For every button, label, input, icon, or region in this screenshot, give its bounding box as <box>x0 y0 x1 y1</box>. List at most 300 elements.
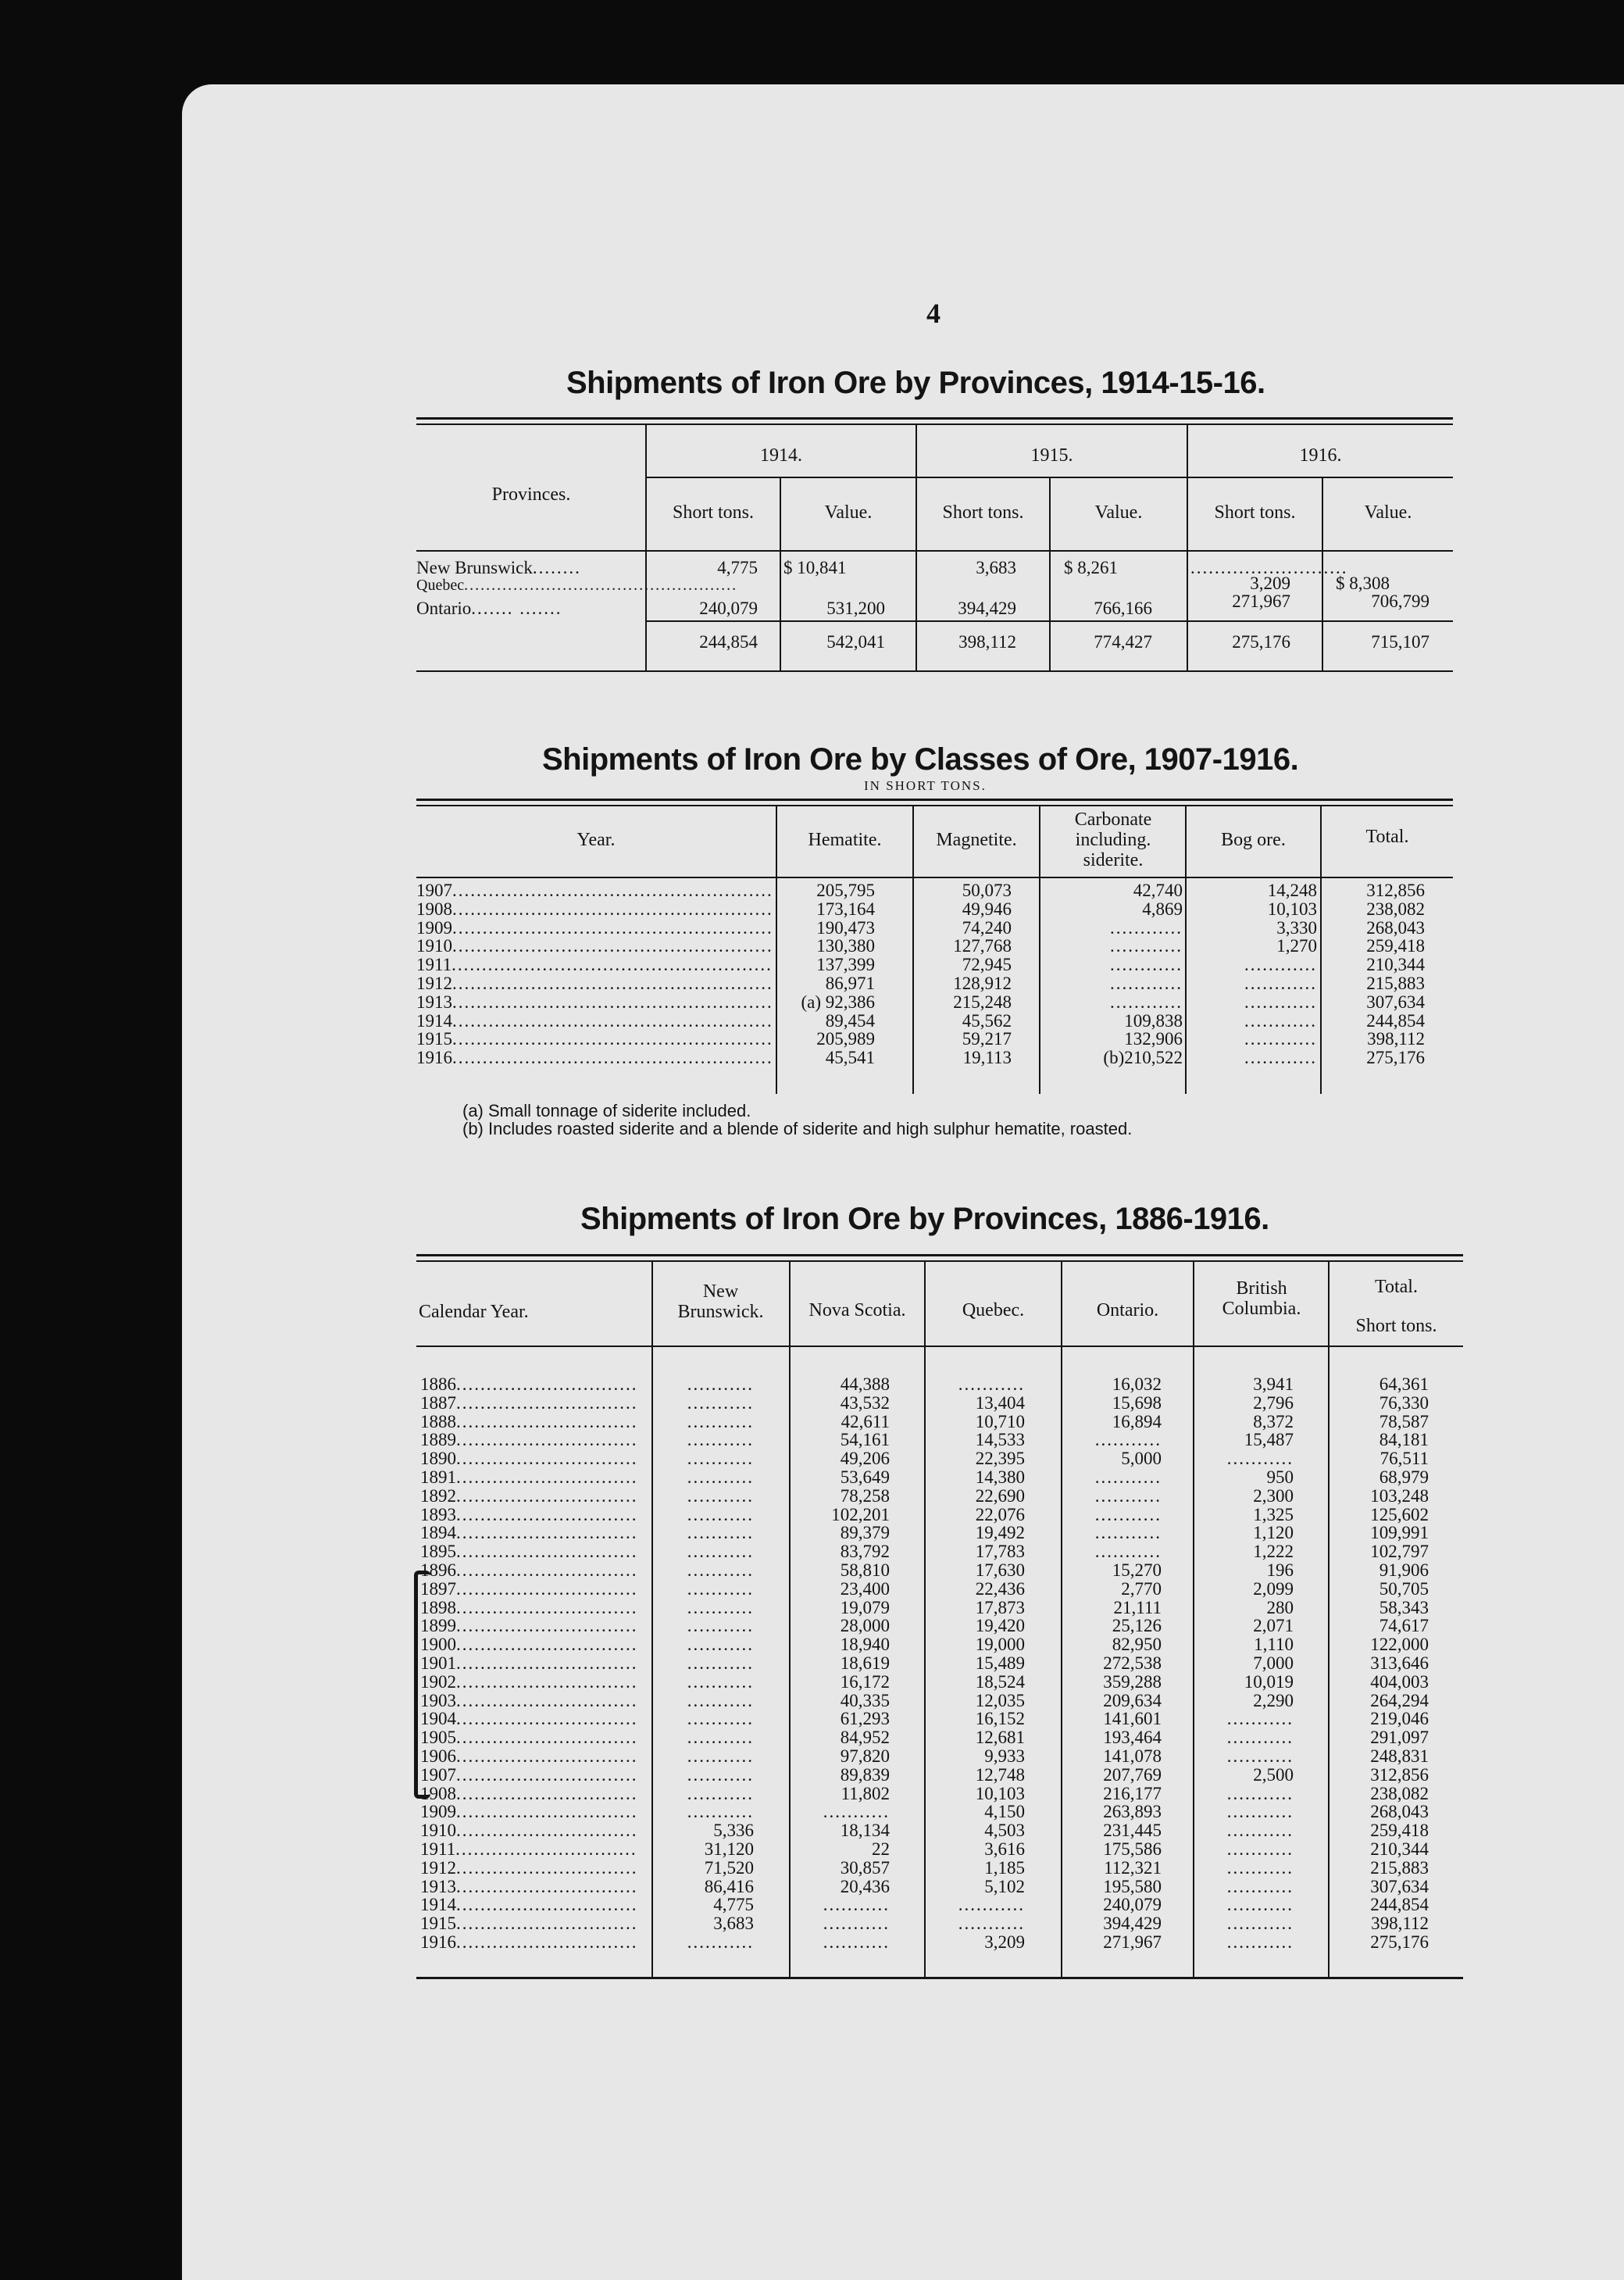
british-columbia-value: 2,500 <box>1253 1765 1294 1785</box>
hematite-value: 86,971 <box>825 974 875 993</box>
cell: 531,200 <box>826 599 885 618</box>
nova-scotia-value: 53,649 <box>840 1467 890 1487</box>
total-value: 103,248 <box>1370 1486 1429 1506</box>
cell: $ 10,841 <box>783 558 847 577</box>
british-columbia-value: 2,796 <box>1253 1393 1294 1413</box>
nova-scotia-value: 18,940 <box>840 1635 890 1654</box>
total-value: 125,602 <box>1370 1505 1429 1524</box>
british-columbia-value: 1,120 <box>1253 1524 1294 1543</box>
total-value: 84,181 <box>1379 1431 1429 1450</box>
hematite-value: 205,795 <box>816 881 875 900</box>
nova-scotia-value: 18,134 <box>840 1821 890 1840</box>
rule <box>416 423 1453 425</box>
new-brunswick-value: ........... <box>687 1746 754 1766</box>
british-columbia-value: ........... <box>1226 1728 1294 1747</box>
quebec-value: ........... <box>958 1375 1025 1394</box>
header-quebec: Quebec. <box>962 1300 1025 1320</box>
nova-scotia-value: 89,839 <box>840 1765 890 1785</box>
total-value: 210,344 <box>1366 956 1425 974</box>
year-label: 1889.............................. <box>420 1431 638 1450</box>
year-label: 1900.............................. <box>420 1635 638 1654</box>
total-cell: 398,112 <box>958 632 1016 652</box>
province-label: New Brunswick........ <box>416 558 581 577</box>
british-columbia-value: ........... <box>1226 1932 1294 1952</box>
header-total: Total. <box>1365 827 1409 847</box>
nova-scotia-value: 20,436 <box>840 1877 890 1896</box>
ontario-value: ........... <box>1094 1524 1162 1543</box>
nova-scotia-value: 22 <box>872 1839 890 1859</box>
british-columbia-value: 1,325 <box>1253 1505 1294 1524</box>
british-columbia-value: ........... <box>1226 1896 1294 1915</box>
ontario-value: 394,429 <box>1103 1914 1162 1933</box>
year-label: 1896.............................. <box>420 1560 638 1580</box>
total-value: 68,979 <box>1379 1467 1429 1487</box>
col-divider <box>1328 1262 1330 1977</box>
quebec-value: 19,492 <box>975 1524 1025 1543</box>
new-brunswick-value: ........... <box>687 1542 754 1561</box>
new-brunswick-value: ........... <box>687 1765 754 1785</box>
hematite-value: 89,454 <box>825 1011 875 1031</box>
british-columbia-value: 10,019 <box>1244 1672 1294 1692</box>
total-value: 307,634 <box>1370 1877 1429 1896</box>
year-label: 1899.............................. <box>420 1617 638 1636</box>
header-value: Value. <box>1094 502 1143 523</box>
ontario-value: 82,950 <box>1112 1635 1162 1654</box>
quebec-value: 12,748 <box>975 1765 1025 1785</box>
quebec-value: 19,000 <box>975 1635 1025 1654</box>
year-column <box>416 881 776 1067</box>
total-value: 244,854 <box>1370 1896 1429 1915</box>
magnetite-column <box>914 881 1012 1067</box>
british-columbia-value: 1,222 <box>1253 1542 1294 1561</box>
hematite-value: 130,380 <box>816 937 875 956</box>
year-label: 1893.............................. <box>420 1505 638 1524</box>
rule <box>416 805 1453 806</box>
new-brunswick-value: ........... <box>687 1579 754 1599</box>
new-brunswick-value: ........... <box>687 1467 754 1487</box>
cell: $ 8,261 <box>1064 558 1118 577</box>
total-cell: 275,176 <box>1232 632 1290 652</box>
quebec-value: 13,404 <box>975 1393 1025 1413</box>
ontario-value: 141,078 <box>1103 1746 1162 1766</box>
nova-scotia-value: 58,810 <box>840 1560 890 1580</box>
year-label: 1907..................................................... <box>416 881 773 900</box>
total-value: 313,646 <box>1370 1653 1429 1673</box>
nova-scotia-value: 23,400 <box>840 1579 890 1599</box>
total-cell: 244,854 <box>699 632 758 652</box>
rule <box>416 1345 1463 1347</box>
ontario-value: 5,000 <box>1121 1449 1162 1468</box>
bog-ore-value: ............ <box>1244 974 1317 993</box>
quebec-value: 4,503 <box>984 1821 1025 1840</box>
magnetite-value: 59,217 <box>962 1030 1012 1049</box>
total-value: 219,046 <box>1370 1710 1429 1729</box>
quebec-value: 16,152 <box>975 1710 1025 1729</box>
total-value: 58,343 <box>1379 1598 1429 1617</box>
nova-scotia-value: 83,792 <box>840 1542 890 1561</box>
year-label: 1910..................................................... <box>416 937 773 956</box>
quebec-value: 14,533 <box>975 1431 1025 1450</box>
new-brunswick-value: 71,520 <box>704 1858 754 1878</box>
year-label: 1901.............................. <box>420 1653 638 1673</box>
hematite-value: 173,164 <box>816 899 875 919</box>
bog-ore-value: ............ <box>1244 992 1317 1012</box>
bog-ore-value: 1,270 <box>1276 937 1317 956</box>
quebec-value: 12,035 <box>975 1691 1025 1710</box>
total-value: 398,112 <box>1371 1914 1429 1933</box>
carbonate-value: ............ <box>1110 937 1183 956</box>
ontario-value: 216,177 <box>1103 1784 1162 1803</box>
year-label: 1905.............................. <box>420 1728 638 1747</box>
header-total: Total. <box>1375 1277 1418 1297</box>
year-label: 1894.............................. <box>420 1524 638 1543</box>
cell: 766,166 <box>1094 599 1152 618</box>
new-brunswick-column <box>656 1375 754 1952</box>
year-label: 1907.............................. <box>420 1765 638 1785</box>
year-label: 1887.............................. <box>420 1393 638 1413</box>
new-brunswick-value: ........... <box>687 1486 754 1506</box>
total-value: 215,883 <box>1366 974 1425 993</box>
nova-scotia-value: 42,611 <box>841 1412 890 1431</box>
total-value: 102,797 <box>1370 1542 1429 1561</box>
total-value: 78,587 <box>1379 1412 1429 1431</box>
carbonate-column <box>1042 881 1183 1067</box>
total-cell: 774,427 <box>1094 632 1152 652</box>
header-carbonate: Carbonate including. siderite. <box>1074 809 1152 870</box>
col-divider <box>651 1262 653 1977</box>
total-value: 275,176 <box>1370 1932 1429 1952</box>
british-columbia-value: 15,487 <box>1244 1431 1294 1450</box>
hematite-value: 137,399 <box>816 956 875 974</box>
year-label: 1914.............................. <box>420 1896 638 1915</box>
total-value: 268,043 <box>1370 1803 1429 1822</box>
ontario-value: 175,586 <box>1103 1839 1162 1859</box>
total-column <box>1331 1375 1429 1952</box>
nova-scotia-value: 102,201 <box>831 1505 890 1524</box>
year-label: 1902.............................. <box>420 1672 638 1692</box>
total-value: 238,082 <box>1370 1784 1429 1803</box>
new-brunswick-value: ........... <box>687 1505 754 1524</box>
new-brunswick-value: ........... <box>687 1932 754 1952</box>
total-value: 307,634 <box>1366 992 1425 1012</box>
new-brunswick-value: ........... <box>687 1560 754 1580</box>
british-columbia-value: ........... <box>1226 1821 1294 1840</box>
quebec-value: 17,873 <box>975 1598 1025 1617</box>
nova-scotia-value: 49,206 <box>840 1449 890 1468</box>
cell: 240,079 <box>699 599 758 618</box>
ontario-value: 21,111 <box>1113 1598 1162 1617</box>
year-label: 1908..................................................... <box>416 899 773 919</box>
rule <box>647 477 1453 478</box>
nova-scotia-value: 30,857 <box>840 1858 890 1878</box>
ontario-value: 207,769 <box>1103 1765 1162 1785</box>
total-value: 259,418 <box>1370 1821 1429 1840</box>
header-hematite: Hematite. <box>808 830 882 850</box>
magnetite-value: 45,562 <box>962 1011 1012 1031</box>
total-value: 122,000 <box>1370 1635 1429 1654</box>
total-value: 264,294 <box>1370 1691 1429 1710</box>
new-brunswick-value: ........... <box>687 1728 754 1747</box>
hematite-value: 205,989 <box>816 1030 875 1049</box>
province-label: Ontario....... ....... <box>416 599 562 618</box>
total-cell: 542,041 <box>826 632 885 652</box>
carbonate-value: 42,740 <box>1133 881 1183 900</box>
header-british-columbia: British Columbia. <box>1222 1278 1301 1319</box>
british-columbia-value: 2,300 <box>1253 1486 1294 1506</box>
total-value: 398,112 <box>1367 1030 1425 1049</box>
footnote-a: (a) Small tonnage of siderite included. <box>462 1101 751 1120</box>
ontario-value: 272,538 <box>1103 1653 1162 1673</box>
header-value: Value. <box>1364 502 1412 523</box>
year-label: 1897.............................. <box>420 1579 638 1599</box>
quebec-value: 22,436 <box>975 1579 1025 1599</box>
quebec-value: 15,489 <box>975 1653 1025 1673</box>
cell: 271,967 <box>1232 591 1290 611</box>
british-columbia-value: ........... <box>1226 1914 1294 1933</box>
rule <box>416 670 1453 672</box>
ontario-value: 25,126 <box>1112 1617 1162 1636</box>
ontario-value: ........... <box>1094 1542 1162 1561</box>
british-columbia-value: 196 <box>1266 1560 1294 1580</box>
year-label: 1915.............................. <box>420 1914 638 1933</box>
ontario-value: 209,634 <box>1103 1691 1162 1710</box>
british-columbia-value: ........... <box>1226 1858 1294 1878</box>
ontario-value: ........... <box>1094 1505 1162 1524</box>
nova-scotia-value: 84,952 <box>840 1728 890 1747</box>
new-brunswick-value: ........... <box>687 1635 754 1654</box>
total-value: 312,856 <box>1370 1765 1429 1785</box>
ontario-value: ........... <box>1094 1431 1162 1450</box>
nova-scotia-value: 78,258 <box>840 1486 890 1506</box>
header-year-1916: 1916. <box>1299 445 1342 466</box>
header-calendar-year: Calendar Year. <box>419 1302 529 1322</box>
ontario-value: 112,321 <box>1104 1858 1162 1878</box>
ontario-value: ........... <box>1094 1486 1162 1506</box>
hematite-value: 45,541 <box>825 1049 875 1067</box>
year-label: 1915..................................................... <box>416 1030 773 1049</box>
british-columbia-value: 2,290 <box>1253 1691 1294 1710</box>
header-year-1914: 1914. <box>760 445 802 466</box>
magnetite-value: 127,768 <box>953 937 1012 956</box>
total-value: 109,991 <box>1370 1524 1429 1543</box>
year-label: 1906.............................. <box>420 1746 638 1766</box>
carbonate-value: 132,906 <box>1124 1030 1183 1049</box>
total-value: 64,361 <box>1379 1375 1429 1394</box>
british-columbia-value: ........... <box>1226 1839 1294 1859</box>
year-label: 1909.............................. <box>420 1803 638 1822</box>
ontario-value: 16,032 <box>1112 1375 1162 1394</box>
year-label: 1903.............................. <box>420 1691 638 1710</box>
col-divider <box>924 1262 926 1977</box>
cell: 3,209 <box>1250 574 1290 593</box>
british-columbia-value: ........... <box>1226 1877 1294 1896</box>
total-value: 74,617 <box>1379 1617 1429 1636</box>
new-brunswick-value: 86,416 <box>704 1877 754 1896</box>
new-brunswick-value: ........... <box>687 1431 754 1450</box>
col-divider <box>1320 806 1322 1094</box>
total-value: 210,344 <box>1370 1839 1429 1859</box>
total-value: 248,831 <box>1370 1746 1429 1766</box>
rule <box>416 799 1453 801</box>
rule <box>416 877 1453 878</box>
rule <box>416 550 1453 552</box>
british-columbia-value: 8,372 <box>1253 1412 1294 1431</box>
year-label: 1916..................................................... <box>416 1049 773 1067</box>
total-value: 259,418 <box>1366 937 1425 956</box>
nova-scotia-value: 28,000 <box>840 1617 890 1636</box>
header-value: Value. <box>824 502 873 523</box>
table2-title: Shipments of Iron Ore by Classes of Ore, 1907-1916. <box>542 742 1299 777</box>
total-value: 76,511 <box>1380 1449 1429 1468</box>
total-value: 91,906 <box>1379 1560 1429 1580</box>
cell: 3,683 <box>976 558 1016 577</box>
british-columbia-column <box>1196 1375 1294 1952</box>
new-brunswick-value: ........... <box>687 1672 754 1692</box>
nova-scotia-value: ........... <box>823 1803 890 1822</box>
carbonate-value: ............ <box>1110 992 1183 1012</box>
header-year-1915: 1915. <box>1030 445 1073 466</box>
quebec-value: 18,524 <box>975 1672 1025 1692</box>
new-brunswick-value: 31,120 <box>704 1839 754 1859</box>
new-brunswick-value: ........... <box>687 1449 754 1468</box>
bog-ore-column <box>1188 881 1317 1067</box>
year-label: 1898.............................. <box>420 1598 638 1617</box>
year-column <box>420 1375 651 1952</box>
hematite-column <box>777 881 875 1067</box>
rule <box>416 1260 1463 1262</box>
quebec-value: 9,933 <box>984 1746 1025 1766</box>
new-brunswick-value: ........... <box>687 1524 754 1543</box>
rule <box>647 620 1453 622</box>
new-brunswick-value: ........... <box>687 1617 754 1636</box>
quebec-value: 17,783 <box>975 1542 1025 1561</box>
ontario-value: 141,601 <box>1103 1710 1162 1729</box>
year-label: 1904.............................. <box>420 1710 638 1729</box>
header-short-tons: Short tons. <box>1214 502 1296 523</box>
new-brunswick-value: ........... <box>687 1412 754 1431</box>
quebec-value: 3,209 <box>984 1932 1025 1952</box>
header-ontario: Ontario. <box>1096 1300 1159 1320</box>
ontario-value: 240,079 <box>1103 1896 1162 1915</box>
header-provinces: Provinces. <box>491 484 571 505</box>
bog-ore-value: 14,248 <box>1267 881 1317 900</box>
table2-subtitle: IN SHORT TONS. <box>864 778 987 793</box>
quebec-value: ........... <box>958 1914 1025 1933</box>
year-label: 1888.............................. <box>420 1412 638 1431</box>
total-value: 275,176 <box>1366 1049 1425 1067</box>
british-columbia-value: ........... <box>1226 1803 1294 1822</box>
header-magnetite: Magnetite. <box>936 830 1017 850</box>
new-brunswick-value: ........... <box>687 1375 754 1394</box>
total-value: 238,082 <box>1366 899 1425 919</box>
ontario-value: 359,288 <box>1103 1672 1162 1692</box>
quebec-value: 19,420 <box>975 1617 1025 1636</box>
nova-scotia-column <box>792 1375 890 1952</box>
year-label: 1912.............................. <box>420 1858 638 1878</box>
header-short-tons: Short tons. <box>672 502 754 523</box>
year-label: 1909..................................................... <box>416 918 773 938</box>
col-divider <box>1061 1262 1062 1977</box>
total-value: 291,097 <box>1370 1728 1429 1747</box>
new-brunswick-value: ........... <box>687 1803 754 1822</box>
header-new-brunswick: New Brunswick. <box>677 1281 764 1322</box>
nova-scotia-value: 40,335 <box>840 1691 890 1710</box>
nova-scotia-value: 18,619 <box>840 1653 890 1673</box>
british-columbia-value: 7,000 <box>1253 1653 1294 1673</box>
ontario-value: ........... <box>1094 1467 1162 1487</box>
new-brunswick-value: 4,775 <box>713 1896 754 1915</box>
british-columbia-value: 2,099 <box>1253 1579 1294 1599</box>
british-columbia-value: 3,941 <box>1253 1375 1294 1394</box>
magnetite-value: 50,073 <box>962 881 1012 900</box>
bog-ore-value: ............ <box>1244 1030 1317 1049</box>
british-columbia-value: 1,110 <box>1254 1635 1294 1654</box>
total-value: 244,854 <box>1366 1011 1425 1031</box>
quebec-value: 14,380 <box>975 1467 1025 1487</box>
quebec-value: 17,630 <box>975 1560 1025 1580</box>
year-label: 1911.............................. <box>420 1839 637 1859</box>
british-columbia-value: ........... <box>1226 1449 1294 1468</box>
handwritten-bracket-mark <box>414 1571 430 1799</box>
ontario-value: 271,967 <box>1103 1932 1162 1952</box>
footnote-b: (b) Includes roasted siderite and a blende of siderite and high sulphur hematite, roasted. <box>462 1119 1133 1138</box>
year-label: 1891.............................. <box>420 1467 638 1487</box>
header-year: Year. <box>576 830 616 850</box>
british-columbia-value: 280 <box>1266 1598 1294 1617</box>
carbonate-value: ............ <box>1110 918 1183 938</box>
quebec-value: 10,103 <box>975 1784 1025 1803</box>
cell: 394,429 <box>958 599 1016 618</box>
ontario-column <box>1064 1375 1162 1952</box>
nova-scotia-value: 97,820 <box>840 1746 890 1766</box>
new-brunswick-value: 3,683 <box>713 1914 754 1933</box>
header-total-short-tons: Short tons. <box>1355 1316 1437 1336</box>
quebec-value: 5,102 <box>984 1877 1025 1896</box>
ontario-value: 16,894 <box>1112 1412 1162 1431</box>
cell: 706,799 <box>1371 591 1429 611</box>
bog-ore-value: 3,330 <box>1276 918 1317 938</box>
quebec-value: 22,395 <box>975 1449 1025 1468</box>
british-columbia-value: ........... <box>1226 1784 1294 1803</box>
nova-scotia-value: 44,388 <box>840 1375 890 1394</box>
nova-scotia-value: 54,161 <box>840 1431 890 1450</box>
nova-scotia-value: ........... <box>823 1932 890 1952</box>
cell: $ 8,308 <box>1336 574 1390 593</box>
nova-scotia-value: 89,379 <box>840 1524 890 1543</box>
year-label: 1895.............................. <box>420 1542 638 1561</box>
ontario-value: 2,770 <box>1121 1579 1162 1599</box>
quebec-column <box>927 1375 1025 1952</box>
year-label: 1908.............................. <box>420 1784 638 1803</box>
ontario-value: 195,580 <box>1103 1877 1162 1896</box>
total-value: 215,883 <box>1370 1858 1429 1878</box>
carbonate-value: (b)210,522 <box>1103 1049 1183 1067</box>
dot-leader: .......................... <box>1190 558 1348 577</box>
ontario-value: 193,464 <box>1103 1728 1162 1747</box>
british-columbia-value: 950 <box>1266 1467 1294 1487</box>
header-bog-ore: Bog ore. <box>1221 830 1286 850</box>
col-divider <box>1193 1262 1194 1977</box>
header-nova-scotia: Nova Scotia. <box>808 1300 906 1320</box>
bog-ore-value: ............ <box>1244 1049 1317 1067</box>
british-columbia-value: ........... <box>1226 1746 1294 1766</box>
rule <box>416 1254 1463 1256</box>
table1-title: Shipments of Iron Ore by Provinces, 1914-15-16. <box>566 366 1265 400</box>
year-label: 1890.............................. <box>420 1449 638 1468</box>
bog-ore-value: ............ <box>1244 1011 1317 1031</box>
nova-scotia-value: 19,079 <box>840 1598 890 1617</box>
year-label: 1886.............................. <box>420 1375 638 1394</box>
